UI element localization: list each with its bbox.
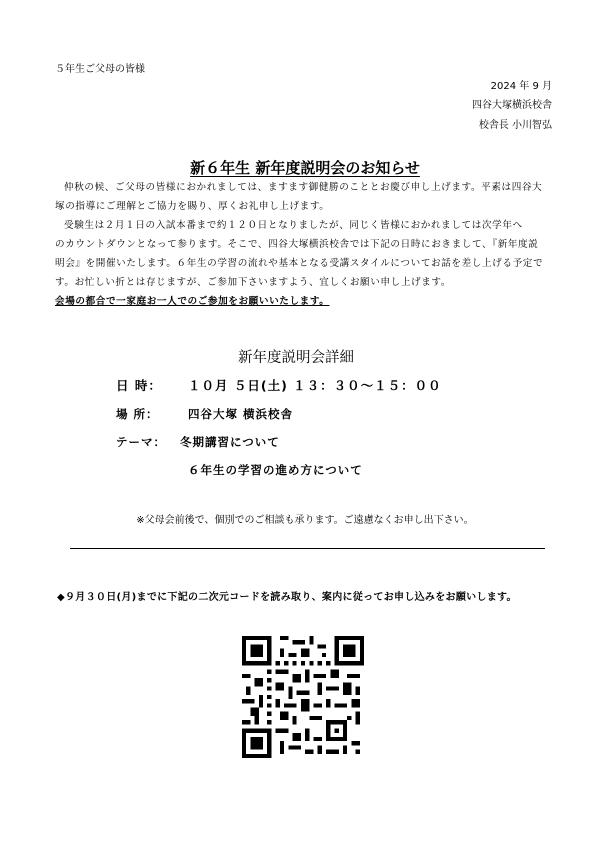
paragraph-2-line-1: 受験生は２月１日の入試本番まで約１２０日となりましたが、同じく皆様におかれましては次学年へ [64,220,523,231]
issue-date: 2024 年 9 月 [490,81,552,92]
school-name: 四谷大塚横浜校舎 [472,100,552,111]
recipient: ５年生ご父母の皆様 [55,64,145,75]
consultation-note: ※父母会前後で、個別でのご相談も承ります。ご遠慮なくお申し出下さい。 [136,515,474,526]
paragraph-2-line-2: のカウントダウンとなって参ります。そこで、四谷大塚横浜校舎では下記の日時におきまして、『新年度説 [55,239,539,250]
theme-value-2: ６年生の学習の進め方について [188,463,363,477]
date-label: 日 時： [116,378,162,393]
attendance-emphasis: 会場の都合で一家庭お一人でのご参加をお願いいたします。 [55,296,330,307]
qr-code-icon[interactable] [242,636,364,758]
paragraph-1-line-1: 仲秋の候、ご父母の皆様におかれましては、ますます御健勝のこととお慶び申し上げます。平素は四谷大 [64,182,543,193]
theme-label: テーマ： [116,435,166,449]
application-notice: ◆９月３０日(月)までに下記の二次元コードを読み取り、案内に従ってお申し込みをお願いします。 [57,592,517,603]
divider-line [70,548,545,549]
place-label: 場 所： [116,407,159,421]
paragraph-1-line-2: 塚の指導にご理解とご協力を賜り、厚くお礼申し上げます。 [55,201,330,212]
theme-value-1: 冬期講習について [180,435,280,449]
paragraph-2-line-4: す。お忙しい折とは存じますが、ご参加下さいますよう、宜しくお願い申し上げます。 [55,277,452,288]
place-value: 四谷大塚 横浜校舎 [188,407,294,421]
details-heading: 新年度説明会詳細 [238,350,354,366]
principal-name: 校舎長 小川智弘 [478,120,552,131]
page-title: 新６年生 新年度説明会のお知らせ [190,159,420,177]
date-value: １０月 ５日(土) １３：３０～１５：００ [188,378,442,393]
paragraph-2-line-3: 明会』を開催いたします。６年生の学習の流れや基本となる受講スタイルについてお話を差し上げる予定で [55,258,544,269]
